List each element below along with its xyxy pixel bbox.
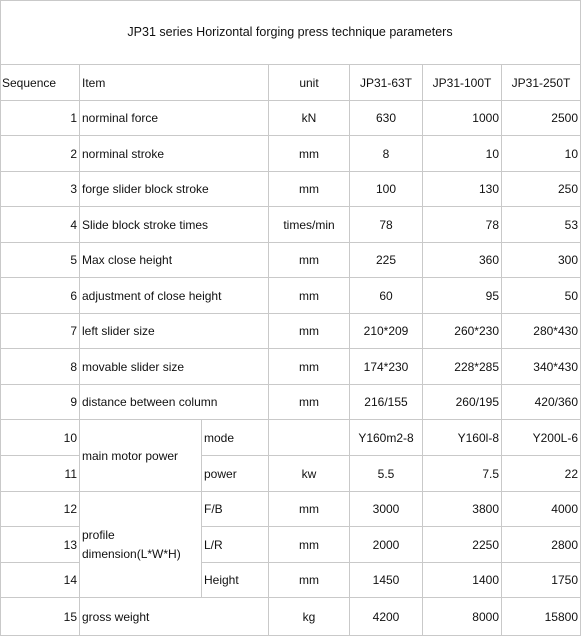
value-100t: 2250 [423,527,502,563]
value-250t: 1750 [502,563,581,598]
value-100t: 7.5 [423,456,502,492]
value-100t: 95 [423,278,502,314]
row-sequence: 9 [0,385,80,420]
value-250t: 300 [502,243,581,278]
value-63t: 78 [350,207,423,243]
value-250t: 53 [502,207,581,243]
value-250t: 2500 [502,101,581,136]
group-main-motor-power: main motor power [80,420,202,492]
item-label: Slide block stroke times [80,207,269,243]
item-label: left slider size [80,314,269,349]
header-item: Item [80,65,269,101]
unit-value: mm [269,563,350,598]
row-sequence: 11 [0,456,80,492]
value-63t: 216/155 [350,385,423,420]
value-63t: 174*230 [350,349,423,385]
value-250t: 250 [502,172,581,207]
header-sequence: Sequence [0,65,80,101]
value-63t: 2000 [350,527,423,563]
row-sequence: 4 [0,207,80,243]
unit-value: mm [269,527,350,563]
value-100t: 1400 [423,563,502,598]
item-label: distance between column [80,385,269,420]
unit-value [269,420,350,456]
unit-value: mm [269,385,350,420]
value-250t: 420/360 [502,385,581,420]
row-sequence: 2 [0,136,80,172]
value-100t: 78 [423,207,502,243]
unit-value: mm [269,243,350,278]
value-100t: 260*230 [423,314,502,349]
unit-value: mm [269,172,350,207]
value-100t: 130 [423,172,502,207]
header-unit: unit [269,65,350,101]
header-model-63t: JP31-63T [350,65,423,101]
value-63t: 100 [350,172,423,207]
sub-item-label: power [202,456,269,492]
row-sequence: 12 [0,492,80,527]
unit-value: mm [269,349,350,385]
value-63t: 5.5 [350,456,423,492]
value-100t: 260/195 [423,385,502,420]
unit-value: times/min [269,207,350,243]
item-label: norminal stroke [80,136,269,172]
sub-item-label: Height [202,563,269,598]
value-250t: 280*430 [502,314,581,349]
item-label: forge slider block stroke [80,172,269,207]
value-100t: 228*285 [423,349,502,385]
table-title: JP31 series Horizontal forging press technique parameters [0,0,581,65]
value-250t: 4000 [502,492,581,527]
value-100t: 1000 [423,101,502,136]
value-100t: 360 [423,243,502,278]
group-profile-dimension: profile dimension(L*W*H) [80,492,202,598]
item-label: gross weight [80,598,269,636]
header-model-250t: JP31-250T [502,65,581,101]
value-63t: Y160m2-8 [350,420,423,456]
value-250t: 15800 [502,598,581,636]
row-sequence: 15 [0,598,80,636]
value-63t: 3000 [350,492,423,527]
sub-item-label: mode [202,420,269,456]
value-63t: 4200 [350,598,423,636]
value-63t: 630 [350,101,423,136]
row-sequence: 7 [0,314,80,349]
value-100t: 10 [423,136,502,172]
item-label: movable slider size [80,349,269,385]
row-sequence: 8 [0,349,80,385]
row-sequence: 13 [0,527,80,563]
unit-value: mm [269,314,350,349]
value-250t: 50 [502,278,581,314]
value-250t: 340*430 [502,349,581,385]
value-63t: 8 [350,136,423,172]
row-sequence: 5 [0,243,80,278]
row-sequence: 3 [0,172,80,207]
value-250t: 2800 [502,527,581,563]
sub-item-label: F/B [202,492,269,527]
value-100t: 3800 [423,492,502,527]
row-sequence: 1 [0,101,80,136]
value-100t: 8000 [423,598,502,636]
item-label: adjustment of close height [80,278,269,314]
value-63t: 1450 [350,563,423,598]
value-250t: 10 [502,136,581,172]
value-63t: 60 [350,278,423,314]
unit-value: mm [269,492,350,527]
value-250t: Y200L-6 [502,420,581,456]
unit-value: kg [269,598,350,636]
row-sequence: 14 [0,563,80,598]
value-250t: 22 [502,456,581,492]
value-63t: 225 [350,243,423,278]
sub-item-label: L/R [202,527,269,563]
unit-value: mm [269,278,350,314]
unit-value: mm [269,136,350,172]
item-label: Max close height [80,243,269,278]
row-sequence: 10 [0,420,80,456]
header-model-100t: JP31-100T [423,65,502,101]
row-sequence: 6 [0,278,80,314]
item-label: norminal force [80,101,269,136]
unit-value: kN [269,101,350,136]
value-63t: 210*209 [350,314,423,349]
unit-value: kw [269,456,350,492]
value-100t: Y160l-8 [423,420,502,456]
